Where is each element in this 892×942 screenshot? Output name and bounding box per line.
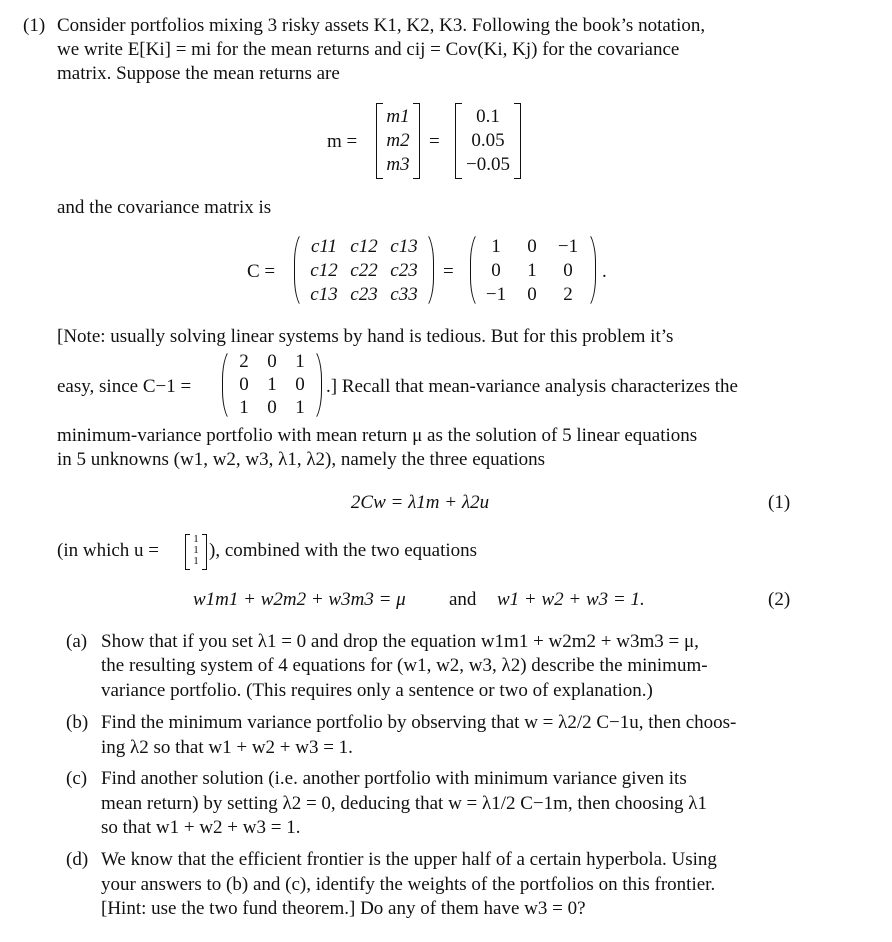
- m-value-3: −0.05: [466, 154, 510, 175]
- c-val-33: 2: [563, 284, 573, 305]
- c-val-23: 0: [563, 260, 573, 281]
- part-d-line-3: [Hint: use the two fund theorem.] Do any of them have w3 = 0?: [101, 898, 586, 919]
- c-sym-21: c12: [310, 260, 338, 281]
- part-d-line-2: your answers to (b) and (c), identify the weights of the portfolios on this frontier.: [101, 874, 716, 895]
- m-symbol-3: m3: [386, 154, 410, 175]
- intro-line-3: matrix. Suppose the mean returns are: [57, 63, 340, 84]
- part-d-label: (d): [66, 849, 89, 870]
- cinv-21: 0: [239, 374, 249, 395]
- part-c-line-3: so that w1 + w2 + w3 = 1.: [101, 817, 301, 838]
- equation-2-number: (2): [768, 589, 791, 610]
- c-value-matrix: [470, 231, 596, 309]
- c-val-11: 1: [491, 236, 501, 257]
- part-c-line-2: mean return) by setting λ2 = 0, deducing that w = λ1/2 C−1m, then choosing λ1: [101, 793, 707, 814]
- c-sym-12: c12: [350, 236, 378, 257]
- cinv-32: 0: [267, 397, 277, 418]
- cinv-12: 0: [267, 351, 277, 372]
- c-sym-33: c33: [390, 284, 418, 305]
- c-val-31: −1: [485, 284, 507, 305]
- m-value-vector: [455, 103, 521, 179]
- u-intro: (in which u =: [57, 540, 160, 561]
- intro-line-1: Consider portfolios mixing 3 risky assets K1, K2, K3. Following the book’s notation,: [57, 15, 706, 36]
- c-val-22: 1: [527, 260, 537, 281]
- equals-sign: =: [429, 131, 440, 152]
- part-b-label: (b): [66, 712, 89, 733]
- c-symbol-matrix: [294, 231, 434, 309]
- m-value-1: 0.1: [476, 106, 500, 127]
- equation-2-left: w1m1 + w2m2 + w3m3 = μ: [193, 589, 406, 610]
- c-sym-22: c22: [350, 260, 378, 281]
- part-a-label: (a): [66, 631, 88, 652]
- part-a-line-3: variance portfolio. (This requires only a sentence or two of explanation.): [101, 680, 653, 701]
- m-value-2: 0.05: [471, 130, 505, 151]
- c-val-21: 0: [491, 260, 501, 281]
- note-rest: .] Recall that mean-variance analysis characterizes the: [326, 376, 738, 397]
- equation-1-number: (1): [768, 492, 791, 513]
- part-a-line-1: Show that if you set λ1 = 0 and drop the equation w1m1 + w2m2 + w3m3 = μ,: [101, 631, 699, 652]
- m-symbol-1: m1: [386, 106, 410, 127]
- problem-number: (1): [23, 15, 46, 36]
- part-a-line-2: the resulting system of 4 equations for (w1, w2, w3, λ2) describe the minimum-: [101, 655, 708, 676]
- note-line-1: [Note: usually solving linear systems by hand is tedious. But for this problem it’s: [57, 326, 674, 347]
- note-line-4: in 5 unknowns (w1, w2, w3, λ1, λ2), namely the three equations: [57, 449, 546, 470]
- cinv-13: 1: [295, 351, 305, 372]
- covariance-intro: and the covariance matrix is: [57, 197, 272, 218]
- u-vector: [185, 534, 207, 570]
- c-inverse-matrix: [222, 348, 322, 422]
- c-val-13: −1: [557, 236, 579, 257]
- c-val-12: 0: [527, 236, 537, 257]
- u-rest: ), combined with the two equations: [209, 540, 478, 561]
- cinv-33: 1: [295, 397, 305, 418]
- c-sym-11: c11: [310, 236, 338, 257]
- c-val-32: 0: [527, 284, 537, 305]
- u-value-2: 1: [193, 544, 199, 556]
- m-vector-lhs: m =: [327, 131, 358, 152]
- cinv-11: 2: [239, 351, 249, 372]
- period: .: [602, 261, 607, 282]
- part-d-line-1: We know that the efficient frontier is the upper half of a certain hyperbola. Using: [101, 849, 717, 870]
- cinv-22: 1: [267, 374, 277, 395]
- note-line-3: minimum-variance portfolio with mean return μ as the solution of 5 linear equations: [57, 425, 698, 446]
- equation-1: 2Cw = λ1m + λ2u: [350, 492, 490, 513]
- intro-line-2: we write E[Ki] = mi for the mean returns and cij = Cov(Ki, Kj) for the covariance: [57, 39, 680, 60]
- cinv-23: 0: [295, 374, 305, 395]
- part-b-line-1: Find the minimum variance portfolio by observing that w = λ2/2 C−1u, then choos-: [101, 712, 737, 733]
- equals-sign: =: [443, 261, 454, 282]
- part-b-line-2: ing λ2 so that w1 + w2 + w3 = 1.: [101, 737, 353, 758]
- c-sym-31: c13: [310, 284, 338, 305]
- c-sym-32: c23: [350, 284, 378, 305]
- part-c-line-1: Find another solution (i.e. another portfolio with minimum variance given its: [101, 768, 687, 789]
- note-easy: easy, since C−1 =: [57, 376, 192, 397]
- equation-2-and: and: [449, 589, 477, 610]
- m-symbol-vector: [376, 103, 420, 179]
- u-value-3: 1: [193, 555, 199, 567]
- equation-2-right: w1 + w2 + w3 = 1.: [497, 589, 645, 610]
- m-symbol-2: m2: [386, 130, 410, 151]
- c-sym-23: c23: [390, 260, 418, 281]
- cinv-31: 1: [239, 397, 249, 418]
- part-c-label: (c): [66, 768, 88, 789]
- c-matrix-lhs: C =: [247, 261, 276, 282]
- c-sym-13: c13: [390, 236, 418, 257]
- u-value-1: 1: [193, 533, 199, 545]
